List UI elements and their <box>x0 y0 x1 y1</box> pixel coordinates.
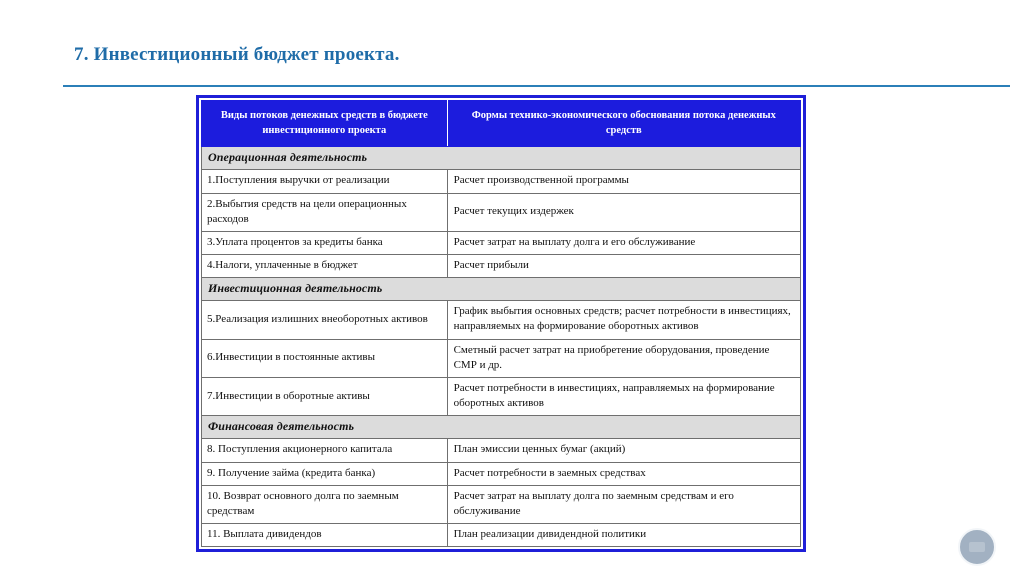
table-row <box>202 301 801 339</box>
investment-budget-table-container <box>196 95 806 552</box>
table-header <box>202 101 801 147</box>
column-header-justification-forms: Формы технико-экономического обоснования потока денежных средств <box>447 101 800 147</box>
table-row <box>202 485 801 523</box>
table-row <box>202 462 801 485</box>
cell-justification-form: Расчет текущих издержек <box>447 193 800 231</box>
table-header-row <box>202 101 801 147</box>
page-title: 7. Инвестиционный бюджет проекта. <box>74 44 400 65</box>
title-underline-rule <box>63 85 1010 87</box>
table-row <box>202 231 801 254</box>
cell-justification-form: Расчет потребности в инвестициях, направляемых на формирование оборотных активов <box>447 377 800 415</box>
cell-cash-flow-type: 1.Поступления выручки от реализации <box>202 170 448 193</box>
cell-justification-form: Сметный расчет затрат на приобретение оборудования, проведение СМР и др. <box>447 339 800 377</box>
table-row <box>202 377 801 415</box>
table-section-header-row <box>202 147 801 170</box>
cell-justification-form: Расчет прибыли <box>447 255 800 278</box>
section-header-label: Операционная деятельность <box>202 147 801 170</box>
section-header-label: Инвестиционная деятельность <box>202 278 801 301</box>
circle-logo-watermark-icon <box>958 528 996 566</box>
cell-cash-flow-type: 3.Уплата процентов за кредиты банка <box>202 231 448 254</box>
cell-cash-flow-type: 9. Получение займа (кредита банка) <box>202 462 448 485</box>
table-row <box>202 524 801 547</box>
table-section-header-row <box>202 416 801 439</box>
section-header-label: Финансовая деятельность <box>202 416 801 439</box>
table-row <box>202 339 801 377</box>
table-row <box>202 439 801 462</box>
column-header-cash-flow-types: Виды потоков денежных средств в бюджете инвестиционного проекта <box>202 101 448 147</box>
cell-cash-flow-type: 5.Реализация излишних внеоборотных активов <box>202 301 448 339</box>
cell-cash-flow-type: 2.Выбытия средств на цели операционных расходов <box>202 193 448 231</box>
cell-justification-form: Расчет производственной программы <box>447 170 800 193</box>
cell-cash-flow-type: 4.Налоги, уплаченные в бюджет <box>202 255 448 278</box>
table-row <box>202 255 801 278</box>
investment-budget-table <box>201 100 801 547</box>
cell-justification-form: План эмиссии ценных бумаг (акций) <box>447 439 800 462</box>
table-body <box>202 147 801 547</box>
cell-justification-form: Расчет затрат на выплату долга по заемным средствам и его обслуживание <box>447 485 800 523</box>
cell-cash-flow-type: 8. Поступления акционерного капитала <box>202 439 448 462</box>
cell-cash-flow-type: 11. Выплата дивидендов <box>202 524 448 547</box>
cell-justification-form: Расчет потребности в заемных средствах <box>447 462 800 485</box>
cell-cash-flow-type: 10. Возврат основного долга по заемным средствам <box>202 485 448 523</box>
cell-justification-form: Расчет затрат на выплату долга и его обслуживание <box>447 231 800 254</box>
cell-cash-flow-type: 6.Инвестиции в постоянные активы <box>202 339 448 377</box>
cell-cash-flow-type: 7.Инвестиции в оборотные активы <box>202 377 448 415</box>
table-row <box>202 170 801 193</box>
cell-justification-form: График выбытия основных средств; расчет потребности в инвестициях, направляемых на формирование оборотных активов <box>447 301 800 339</box>
cell-justification-form: План реализации дивидендной политики <box>447 524 800 547</box>
table-row <box>202 193 801 231</box>
table-section-header-row <box>202 278 801 301</box>
